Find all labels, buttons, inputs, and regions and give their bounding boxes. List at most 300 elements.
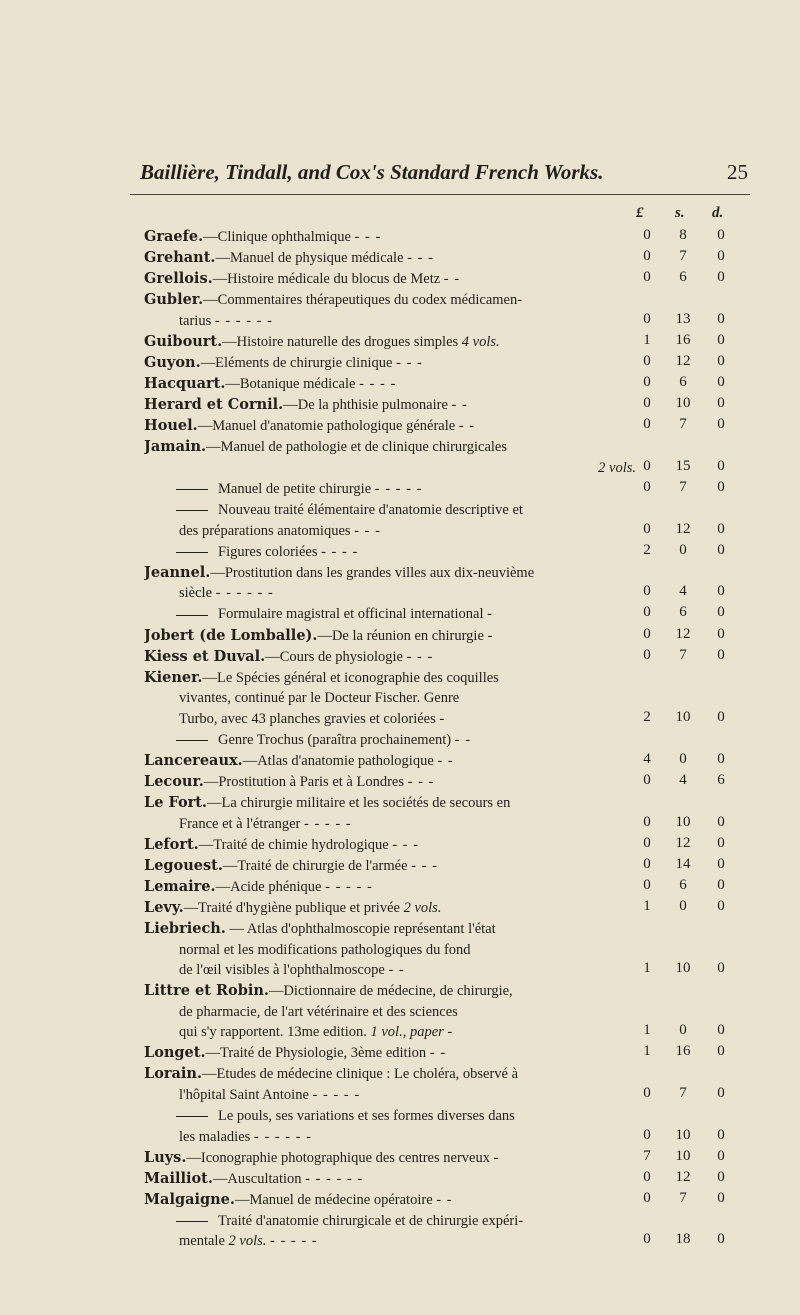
entry-continuation (144, 814, 644, 835)
price-pounds: 0 (643, 269, 651, 286)
price-pence: 0 (717, 457, 725, 474)
entry-title: Le pouls, ses variations et ses formes diverses dans (218, 1108, 515, 1124)
price-pounds: 0 (643, 855, 651, 872)
entry-author: Liebriech. (144, 920, 226, 938)
catalogue-entry (144, 772, 644, 793)
entry-leader: - (447, 1024, 454, 1041)
price-shillings: 7 (679, 1084, 687, 1101)
entry-leader: - - - (407, 774, 435, 790)
entry-leader: - - - - - (374, 481, 423, 497)
entry-leader: - - (458, 418, 476, 435)
price-shillings: 14 (675, 855, 691, 872)
catalogue-entry (144, 542, 644, 563)
entry-title: —Manuel d'anatomie pathologique générale (197, 418, 456, 435)
ditto-rule (176, 489, 208, 490)
catalogue-entry (144, 856, 644, 877)
entry-leader: - - - - - - (214, 312, 273, 329)
price-pence: 0 (717, 1126, 725, 1143)
price-pence: 0 (717, 1022, 725, 1039)
entry-title: —Auscultation (212, 1170, 302, 1187)
catalogue-entry (144, 1148, 644, 1169)
catalogue-entry (144, 730, 644, 751)
catalogue-entry (144, 647, 644, 668)
price-pounds: 1 (643, 331, 651, 348)
catalogue-entry (144, 248, 644, 269)
pence-column-header: d. (712, 205, 724, 221)
entry-title: —Atlas d'anatomie pathologique (242, 752, 434, 769)
page-number: 25 (727, 160, 748, 184)
price-shillings: 0 (679, 1022, 687, 1039)
entry-volumes: 1 vol., paper (370, 1024, 444, 1041)
catalogue-entry (144, 668, 644, 730)
entry-leader: - - - - - - (253, 1128, 313, 1145)
entry-continuation (144, 960, 644, 981)
entry-author: Legouest. (144, 856, 223, 874)
catalogue-entry (144, 604, 644, 625)
price-pence: 0 (717, 646, 725, 663)
price-shillings: 10 (675, 395, 691, 412)
catalogue-entry (144, 332, 644, 353)
entry-title: —Cours de physiologie (265, 648, 403, 665)
entry-title: —Manuel de pathologie et de clinique chirurgicales (206, 439, 508, 456)
entry-volumes: 2 vols. (403, 900, 442, 916)
entry-title-continued: tarius (179, 312, 212, 329)
catalogue-entry (144, 563, 644, 604)
entry-first-line (144, 1211, 644, 1232)
price-pence: 0 (717, 1147, 725, 1164)
entry-first-line (144, 877, 644, 898)
entry-leader: - - - - - - (215, 585, 274, 602)
catalogue-entry (144, 290, 644, 331)
price-pence: 0 (717, 269, 725, 286)
entry-first-line (144, 730, 644, 751)
price-shillings: 12 (675, 1168, 691, 1185)
entry-title: —Traité de chirurgie de l'armée (222, 857, 408, 874)
price-shillings: 0 (679, 750, 687, 767)
entry-title: —Etudes de médecine clinique : Le choléra, observé à (202, 1066, 519, 1083)
entry-leader: - - - - - (304, 815, 352, 832)
entry-title: —Traité de Physiologie, 3ème edition (205, 1045, 427, 1062)
entry-title-continued: de l'œil visibles à l'ophthalmoscope (179, 962, 385, 979)
entry-continuation (144, 709, 644, 730)
price-shillings: 10 (675, 1147, 691, 1164)
price-pounds: 7 (643, 1147, 651, 1164)
entry-author: Lancereaux. (144, 751, 243, 769)
price-shillings: 7 (679, 479, 687, 495)
price-pounds: 0 (643, 876, 651, 893)
entry-leader: - - - - - (312, 1086, 361, 1103)
price-pence: 0 (717, 248, 725, 265)
entry-first-line (144, 416, 644, 437)
price-pounds: 0 (643, 395, 651, 412)
price-shillings: 12 (675, 834, 691, 851)
entry-author: Longet. (144, 1044, 206, 1062)
price-pounds: 0 (643, 772, 651, 788)
entry-first-line (144, 353, 644, 374)
price-pence: 0 (717, 479, 725, 495)
price-pounds: 0 (643, 625, 651, 642)
price-pounds: 0 (643, 834, 651, 851)
entry-author: Le Fort. (144, 794, 208, 812)
entry-leader: - - - (407, 250, 434, 267)
catalogue-entry (144, 626, 644, 647)
entry-first-line (144, 479, 644, 500)
catalogue-entry (144, 835, 644, 856)
entry-title: —Commentaires thérapeutiques du codex médicamen- (203, 292, 523, 309)
price-pence: 0 (717, 813, 725, 830)
price-pence: 0 (717, 1189, 725, 1206)
entry-title-continued: l'hôpital Saint Antoine (179, 1086, 309, 1103)
entry-first-line (144, 395, 644, 416)
price-pounds: 0 (643, 583, 651, 600)
catalogue-entry (144, 1043, 644, 1064)
entry-first-line (144, 751, 644, 772)
entry-title: —Acide phénique (215, 878, 322, 895)
price-pence: 0 (717, 898, 725, 914)
price-pounds: 0 (643, 1168, 651, 1185)
entry-leader: - - (437, 752, 454, 769)
entry-title: — Atlas d'ophthalmoscopie représentant l'état (225, 921, 496, 938)
entry-author: Lemaire. (144, 877, 216, 895)
price-shillings: 12 (675, 625, 691, 642)
price-pence: 0 (717, 876, 725, 893)
entry-volumes: 2 vols. (228, 1233, 267, 1250)
entry-volumes: 4 vols. (461, 333, 500, 350)
entry-leader: - - - - (359, 376, 397, 393)
catalogue-entry (144, 919, 644, 981)
catalogue-entry (144, 793, 644, 834)
entry-first-line (144, 1043, 644, 1064)
price-shillings: 7 (679, 416, 687, 433)
entry-author: Graefe. (144, 228, 204, 245)
catalogue-entry (144, 269, 644, 290)
price-pence: 0 (717, 1168, 725, 1185)
price-pence: 0 (717, 416, 725, 433)
price-shillings: 4 (679, 772, 687, 788)
entry-title: —Clinique ophthalmique (203, 229, 351, 245)
entry-continuation (144, 1127, 644, 1148)
price-pounds: 0 (643, 457, 651, 474)
entry-first-line (144, 772, 644, 793)
entry-first-line (144, 563, 644, 584)
entry-title: —Histoire naturelle des drogues simples (222, 333, 459, 350)
entry-first-line (144, 1169, 644, 1190)
entry-first-line (144, 919, 644, 940)
entry-first-line (144, 500, 644, 521)
entry-author: Kiener. (144, 668, 203, 686)
entry-title-continued: qui s'y rapportent. 13me edition. (179, 1024, 367, 1041)
entry-author: Guibourt. (144, 332, 223, 350)
entry-first-line (144, 290, 644, 311)
price-shillings: 10 (675, 1126, 691, 1143)
price-shillings: 6 (679, 604, 687, 621)
entry-leader: - - - (392, 836, 420, 853)
entry-first-line (144, 1190, 644, 1211)
entry-leader: - - - - - - (305, 1170, 364, 1187)
price-pence: 0 (717, 520, 725, 537)
entry-first-line (144, 981, 644, 1002)
catalogue-entry (144, 500, 644, 541)
shillings-column-header: s. (675, 205, 685, 221)
entry-author: Gubler. (144, 291, 204, 309)
entry-leader: - (493, 1149, 500, 1166)
entry-title: —Dictionnaire de médecine, de chirurgie, (268, 983, 513, 1000)
price-pence: 6 (717, 772, 725, 788)
entry-first-line (144, 647, 644, 668)
entry-title: Formulaire magistral et officinal international (218, 606, 484, 623)
price-pounds: 0 (643, 1084, 651, 1101)
price-shillings: 16 (675, 331, 691, 348)
catalogue-entry (144, 981, 644, 1043)
entry-first-line (144, 835, 644, 856)
price-pence: 0 (717, 374, 725, 391)
entry-author: Mailliot. (144, 1169, 213, 1187)
entry-author: Malgaigne. (144, 1190, 235, 1208)
price-pounds: 2 (643, 708, 651, 725)
price-shillings: 7 (679, 248, 687, 265)
entry-continuation (144, 688, 644, 709)
entry-author: Grehant. (144, 249, 216, 267)
entry-author: Lecour. (144, 773, 204, 790)
entry-first-line (144, 626, 644, 647)
price-shillings: 12 (675, 520, 691, 537)
catalogue-entry (144, 374, 644, 395)
entry-leader: - - (443, 271, 461, 288)
price-pounds: 4 (643, 750, 651, 767)
catalogue-entry (144, 437, 644, 478)
price-pounds: 0 (643, 248, 651, 265)
entry-title-continued: mentale (179, 1233, 225, 1250)
price-pence: 0 (717, 541, 725, 558)
entry-first-line (144, 856, 644, 877)
price-shillings: 16 (675, 1043, 691, 1060)
price-pounds: 0 (643, 310, 651, 327)
entry-author: Littre et Robin. (144, 982, 269, 1000)
entry-leader: - - - (354, 522, 381, 539)
entry-author: Lorain. (144, 1065, 202, 1083)
entry-title-continued: siècle (179, 585, 213, 602)
price-shillings: 6 (679, 876, 687, 893)
price-shillings: 7 (679, 1189, 687, 1206)
entry-continuation (144, 1022, 644, 1043)
entry-title: —Botanique médicale (225, 376, 356, 393)
price-pounds: 0 (643, 1189, 651, 1206)
catalogue-entry (144, 898, 644, 919)
price-pounds: 1 (643, 1022, 651, 1039)
entry-title: Genre Trochus (paraîtra prochainement) (218, 731, 452, 748)
entry-title-continued: France et à l'étranger (179, 815, 301, 832)
ditto-rule (176, 615, 208, 616)
price-pence: 0 (717, 604, 725, 621)
entry-continuation (144, 1085, 644, 1106)
price-pence: 0 (717, 855, 725, 872)
price-pounds: 0 (643, 1231, 651, 1248)
entry-title-continued: des préparations anatomiques (179, 522, 351, 539)
entry-leader: - - - - (321, 543, 359, 560)
entry-title: —Traité de chimie hydrologique (198, 836, 389, 853)
price-shillings: 6 (679, 374, 687, 391)
price-pounds: 0 (643, 646, 651, 663)
price-shillings: 4 (679, 583, 687, 600)
entry-first-line (144, 542, 644, 563)
entry-title: —Prostitution dans les grandes villes aux dix-neuvième (210, 564, 535, 581)
entry-author: Jobert (de Lomballe). (144, 626, 318, 644)
entry-title-continued: vivantes, continué par le Docteur Fischer. Genre (179, 690, 460, 707)
price-pounds: 0 (643, 520, 651, 537)
entry-title: Manuel de petite chirurgie (218, 481, 372, 497)
entry-first-line (144, 604, 644, 625)
entry-first-line (144, 1106, 644, 1127)
entry-leader: - - - (354, 229, 382, 245)
price-shillings: 7 (679, 646, 687, 663)
entry-first-line (144, 898, 644, 919)
price-pounds: 0 (643, 374, 651, 391)
entry-leader: - - - (406, 648, 434, 665)
entry-author: Houel. (144, 417, 198, 435)
entry-leader: - - - (411, 857, 438, 874)
entry-author: Herard et Cornil. (144, 396, 284, 414)
entry-leader: - - - - - (270, 1233, 318, 1250)
ditto-rule (176, 740, 208, 741)
price-pounds: 0 (643, 479, 651, 495)
ditto-rule (176, 552, 208, 553)
price-pence: 0 (717, 1043, 725, 1060)
entry-title: —Prostitution à Paris et à Londres (203, 774, 404, 790)
entry-first-line (144, 227, 644, 248)
entry-continuation (144, 1231, 644, 1252)
price-shillings: 10 (675, 708, 691, 725)
entry-author: Jamain. (144, 438, 207, 456)
entry-volumes: 2 vols. (598, 459, 636, 476)
catalogue-entry (144, 1190, 644, 1211)
entry-first-line (144, 374, 644, 395)
entry-title: —Manuel de médecine opératoire (234, 1191, 433, 1208)
catalogue-entry (144, 1211, 644, 1252)
entry-title: —Iconographie photographique des centres nerveux (186, 1149, 490, 1166)
entry-first-line (144, 269, 644, 290)
price-shillings: 6 (679, 269, 687, 286)
catalogue-entry (144, 1169, 644, 1190)
price-pence: 0 (717, 227, 725, 243)
ditto-rule (176, 1116, 208, 1117)
entry-title-continued: Turbo, avec 43 planches gravies et coloriées (179, 710, 436, 727)
entry-first-line (144, 793, 644, 814)
entry-author: Luys. (144, 1148, 187, 1166)
catalogue-entry (144, 479, 644, 500)
price-shillings: 13 (675, 310, 691, 327)
price-shillings: 0 (679, 541, 687, 558)
price-pence: 0 (717, 331, 725, 348)
price-shillings: 10 (675, 813, 691, 830)
entry-continuation (144, 1002, 644, 1023)
entry-title-continued: normal et les modifications pathologiques du fond (179, 941, 471, 958)
price-shillings: 12 (675, 353, 691, 369)
entry-title: —Eléments de chirurgie clinique (200, 355, 393, 371)
price-shillings: 10 (675, 960, 691, 977)
catalogue-entry (144, 877, 644, 898)
price-pounds: 0 (643, 604, 651, 621)
entry-leader: - - (451, 397, 468, 414)
price-pence: 0 (717, 583, 725, 600)
price-shillings: 0 (679, 898, 687, 914)
catalogue-entry (144, 416, 644, 437)
entry-leader: - (439, 710, 446, 727)
catalogue-entry (144, 395, 644, 416)
entry-first-line (144, 1148, 644, 1169)
entry-leader: - - (454, 731, 472, 748)
running-header (130, 160, 750, 195)
entry-first-line (144, 437, 644, 458)
catalogue-entry (144, 227, 644, 248)
entry-author: Hacquart. (144, 375, 226, 393)
entry-leader: - - (436, 1191, 453, 1208)
catalogue-entry (144, 353, 644, 374)
price-pounds: 0 (643, 353, 651, 369)
entry-continuation (144, 311, 644, 332)
entry-author: Kiess et Duval. (144, 647, 266, 665)
entry-title-continued: de pharmacie, de l'art vétérinaire et des sciences (179, 1003, 458, 1020)
entry-leader: - - (388, 962, 405, 979)
entry-author: Guyon. (144, 354, 201, 371)
entry-leader: - - - (396, 355, 423, 371)
price-shillings: 15 (675, 457, 691, 474)
entry-continuation (144, 458, 644, 479)
catalogue-entry (144, 1106, 644, 1147)
price-shillings: 8 (679, 227, 687, 243)
entry-title: —Manuel de physique médicale (215, 250, 404, 267)
entry-author: Jeannel. (144, 563, 211, 581)
entry-leader: - - - - - (325, 878, 373, 895)
entry-first-line (144, 332, 644, 353)
entry-title: —De la phthisie pulmonaire (283, 397, 448, 414)
price-pence: 0 (717, 310, 725, 327)
entry-title: Traité d'anatomie chirurgicale et de chirurgie expéri- (218, 1212, 524, 1229)
price-pounds: 0 (643, 227, 651, 243)
entry-author: Levy. (144, 899, 184, 916)
price-pounds: 1 (643, 1043, 651, 1060)
entry-title: —Le Spécies général et iconographie des coquilles (202, 669, 499, 686)
entry-continuation (144, 521, 644, 542)
page-header-title: Baillière, Tindall, and Cox's Standard French Works. (140, 160, 604, 184)
ditto-rule (176, 1221, 208, 1222)
entry-title-continued: les maladies (179, 1128, 251, 1145)
entry-title: —Traité d'hygiène publique et privée (183, 900, 400, 916)
price-pounds: 2 (643, 541, 651, 558)
entry-title: Nouveau traité élémentaire d'anatomie descriptive et (218, 502, 523, 519)
ditto-rule (176, 510, 208, 511)
entry-author: Grellois. (144, 270, 213, 288)
entry-title: —De la réunion en chirurgie (317, 627, 484, 644)
price-pounds: 1 (643, 960, 651, 977)
entry-first-line (144, 248, 644, 269)
entry-title: Figures coloriées (218, 543, 318, 560)
entry-first-line (144, 668, 644, 689)
price-pounds: 0 (643, 1126, 651, 1143)
catalogue-entry (144, 1064, 644, 1105)
entry-title: —Histoire médicale du blocus de Metz (212, 271, 441, 288)
price-pence: 0 (717, 834, 725, 851)
price-pence: 0 (717, 1084, 725, 1101)
entry-title: —La chirurgie militaire et les sociétés de secours en (207, 795, 511, 812)
price-pence: 0 (717, 750, 725, 767)
price-pence: 0 (717, 395, 725, 412)
price-pounds: 1 (643, 898, 651, 914)
price-pence: 0 (717, 625, 725, 642)
entry-leader: - (487, 606, 493, 623)
price-pence: 0 (717, 708, 725, 725)
entry-author: Lefort. (144, 835, 199, 853)
price-pence: 0 (717, 1231, 725, 1248)
